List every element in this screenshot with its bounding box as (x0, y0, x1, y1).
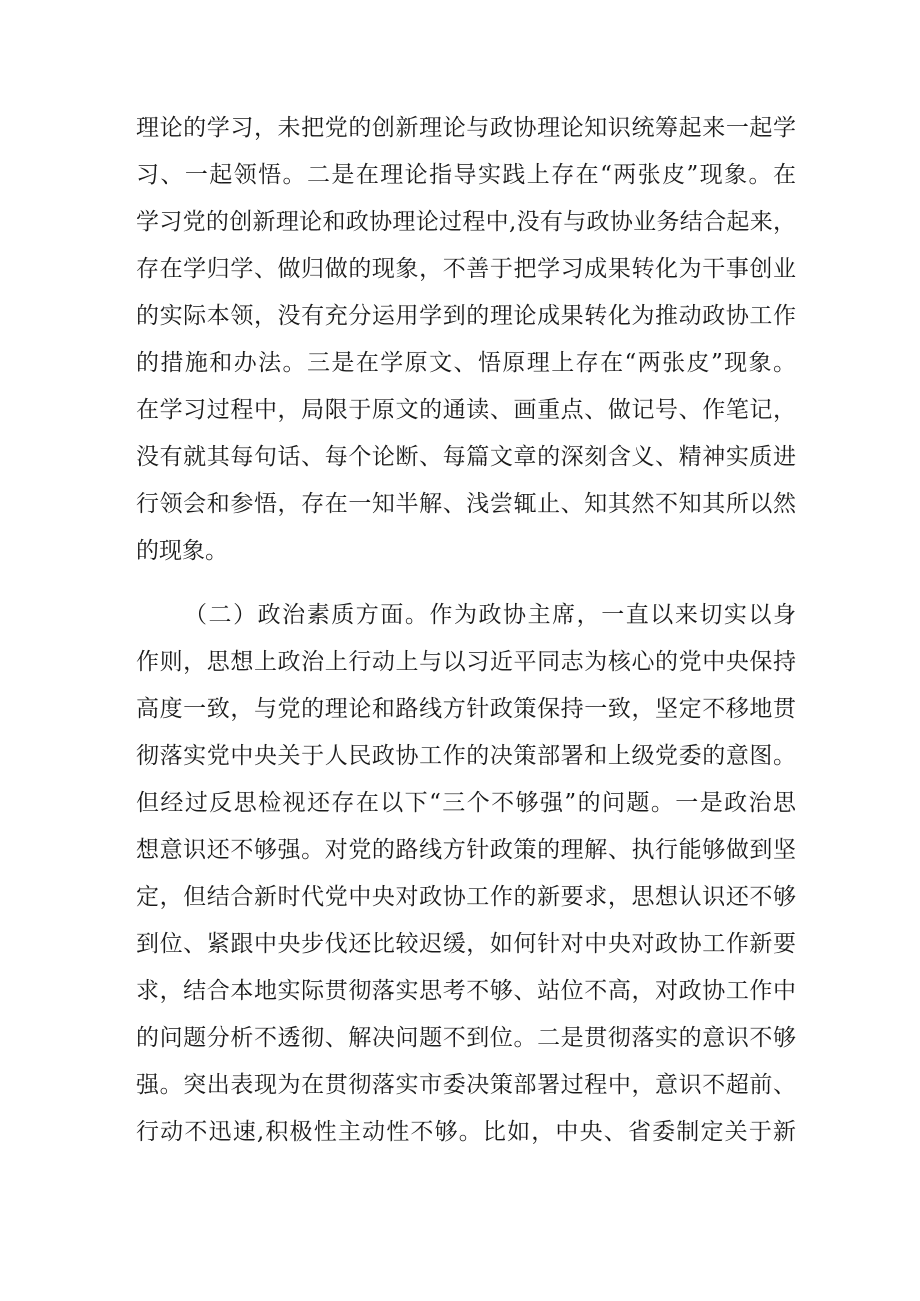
text-line: 定，但结合新时代党中央对政协工作的新要求，思想认识还不够 (136, 884, 796, 910)
text-line: 但经过反思检视还存在以下“三个不够强”的问题。一是政治思 (136, 790, 796, 816)
text-line: 的措施和办法。三是在学原文、悟原理上存在“两张皮”现象。 (136, 350, 796, 376)
text-line: 作则，思想上政治上行动上与以习近平同志为核心的党中央保持 (136, 649, 796, 675)
text-line: 行动不迅速,积极性主动性不够。比如，中央、省委制定关于新 (136, 1119, 796, 1145)
text-line: 彻落实党中央关于人民政协工作的决策部署和上级党委的意图。 (136, 743, 796, 769)
text-line: 的问题分析不透彻、解决问题不到位。二是贯彻落实的意识不够 (136, 1025, 796, 1051)
text-line: 习、一起领悟。二是在理论指导实践上存在“两张皮”现象。在 (136, 162, 796, 188)
text-line: 的现象。 (136, 538, 228, 564)
text-line: 高度一致，与党的理论和路线方针政策保持一致，坚定不移地贯 (136, 696, 796, 722)
text-line: 没有就其每句话、每个论断、每篇文章的深刻含义、精神实质进 (136, 444, 796, 470)
text-line: 到位、紧跟中央步伐还比较迟缓，如何针对中央对政协工作新要 (136, 931, 796, 957)
text-line: 存在学归学、做归做的现象，不善于把学习成果转化为干事创业 (136, 256, 796, 282)
text-line: 强。突出表现为在贯彻落实市委决策部署过程中，意识不超前、 (136, 1072, 796, 1098)
text-line: 在学习过程中，局限于原文的通读、画重点、做记号、作笔记， (136, 397, 796, 423)
text-line: 行领会和参悟，存在一知半解、浅尝辄止、知其然不知其所以然 (136, 491, 796, 517)
text-line: 想意识还不够强。对党的路线方针政策的理解、执行能够做到坚 (136, 837, 796, 863)
text-line: 求，结合本地实际贯彻落实思考不够、站位不高，对政协工作中 (136, 978, 796, 1004)
text-line: 学习党的创新理论和政协理论过程中,没有与政协业务结合起来， (136, 209, 796, 235)
text-line: （二）政治素质方面。作为政协主席，一直以来切实以身 (184, 602, 796, 628)
text-line: 理论的学习，未把党的创新理论与政协理论知识统筹起来一起学 (136, 115, 796, 141)
text-line: 的实际本领，没有充分运用学到的理论成果转化为推动政协工作 (136, 303, 796, 329)
